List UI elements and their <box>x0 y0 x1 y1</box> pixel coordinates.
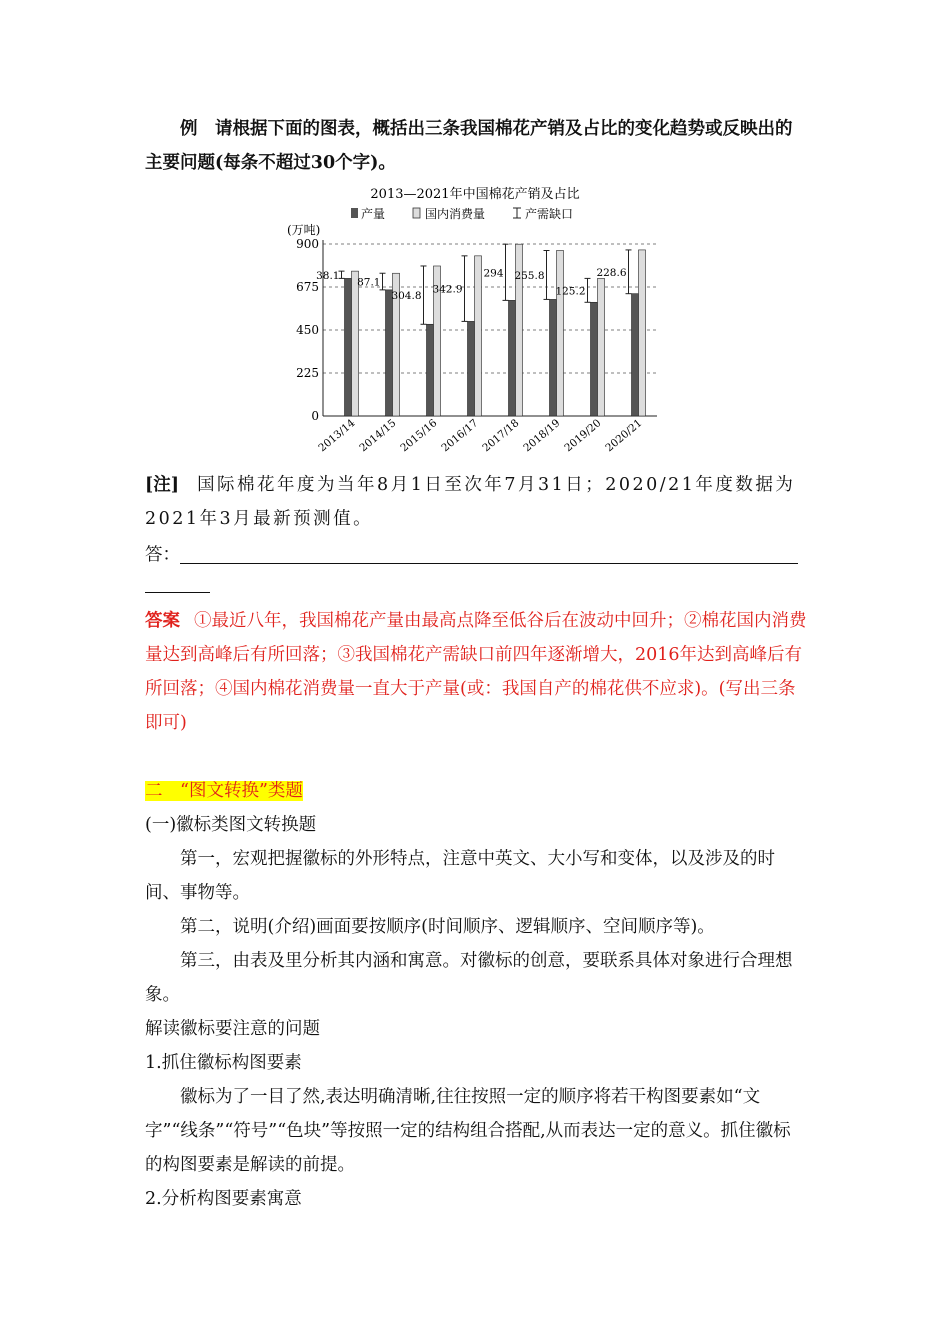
answer-label: 答案 <box>145 611 180 631</box>
y-tick-label: 0 <box>311 409 319 423</box>
question-block <box>145 112 807 180</box>
note-paragraph <box>145 468 807 536</box>
bar-production <box>468 321 475 416</box>
x-tick-label: 2019/20 <box>562 417 604 455</box>
bar-production <box>427 324 434 416</box>
answer-line <box>145 538 807 572</box>
y-tick-label: 450 <box>296 323 319 337</box>
legend-gap-label: 产需缺口 <box>525 207 574 221</box>
gap-value-label: 125.2 <box>555 285 586 298</box>
x-tick-label: 2014/15 <box>357 417 399 455</box>
bar-production <box>591 302 598 416</box>
gap-value-label: 304.8 <box>391 290 422 303</box>
gap-value-label: 255.8 <box>514 269 545 282</box>
y-tick-label: 675 <box>296 280 319 294</box>
legend-production-swatch <box>351 208 358 218</box>
bar-consumption <box>557 250 564 416</box>
paragraph-2: 第二，说明(介绍)画面要按顺序(时间顺序、逻辑顺序、空间顺序等)。 <box>180 917 715 937</box>
x-tick-label: 2017/18 <box>480 417 522 455</box>
gap-value-label: 38.1 <box>316 269 340 282</box>
paragraph-4: 徽标为了一目了然,表达明确清晰,往往按照一定的顺序将若干构图要素如“文字”“线条”“符号”“色块”等按照一定的结构组合搭配,从而表达一定的意义。抓住徽标的构图要素是解读的前提。 <box>145 1087 791 1175</box>
answer-paragraph <box>145 604 807 740</box>
answer-blank-continued[interactable] <box>145 592 210 593</box>
bar-production <box>550 299 557 416</box>
legend <box>351 206 573 221</box>
gap-value-label: 342.9 <box>432 283 463 296</box>
question-paragraph <box>145 112 807 180</box>
legend-production-label: 产量 <box>361 207 386 221</box>
heading-issues: 解读徽标要注意的问题 <box>145 1019 320 1039</box>
heading-point-2: 2.分析构图要素寓意 <box>145 1189 302 1209</box>
chart-svg <box>285 178 665 458</box>
x-tick-label: 2016/17 <box>439 417 481 455</box>
note-mark: [注] <box>145 475 180 495</box>
bar-consumption <box>598 278 605 416</box>
subsection-title: (一)徽标类图文转换题 <box>145 815 317 835</box>
chart <box>285 178 665 458</box>
x-tick-label: 2020/21 <box>603 417 645 455</box>
answer-block <box>145 604 807 740</box>
section-body <box>145 808 807 1216</box>
legend-consumption-swatch <box>413 208 420 218</box>
legend-consumption-label: 国内消费量 <box>425 207 486 221</box>
x-tick-label: 2015/16 <box>398 417 440 455</box>
paragraph-3: 第三，由表及里分析其内涵和寓意。对徽标的创意，要联系具体对象进行合理想象。 <box>145 951 793 1005</box>
bar-production <box>345 278 352 416</box>
question-text: 请根据下面的图表，概括出三条我国棉花产销及占比的变化趋势或反映出的主要问题(每条不超过30个字)。 <box>145 119 793 173</box>
question-label: 例 <box>180 119 198 139</box>
section-heading-block <box>145 774 807 808</box>
bar-production <box>632 294 639 416</box>
plot-area <box>296 237 657 454</box>
y-axis-unit: (万吨) <box>287 223 321 237</box>
gap-value-label: 87.1 <box>357 276 381 289</box>
chart-title: 2013—2021年中国棉花产销及占比 <box>370 187 580 202</box>
answer-prompt: 答： <box>145 545 180 565</box>
bar-production <box>509 300 516 416</box>
y-tick-label: 900 <box>296 237 319 251</box>
gap-value-label: 228.6 <box>596 266 627 279</box>
gap-value-label: 294 <box>483 267 504 280</box>
bar-consumption <box>475 256 482 416</box>
heading-point-1: 1.抓住徽标构图要素 <box>145 1053 302 1073</box>
note-block <box>145 468 807 536</box>
y-tick-label: 225 <box>296 366 319 380</box>
bar-production <box>386 290 393 416</box>
bar-consumption <box>352 271 359 416</box>
bar-consumption <box>639 250 646 416</box>
section-heading: 二 “图文转换”类题 <box>145 781 303 801</box>
answer-text: ①最近八年，我国棉花产量由最高点降至低谷后在波动中回升；②棉花国内消费量达到高峰后有所回落；③我国棉花产需缺口前四年逐渐增大，2016年达到高峰后有所回落；④国内棉花消费量一直大于产量(或：我国自产的棉花供不应求)。(写出三条即可) <box>145 611 807 733</box>
x-tick-label: 2013/14 <box>316 417 358 455</box>
note-text: 国际棉花年度为当年8月1日至次年7月31日；2020/21年度数据为2021年3月最新预测值。 <box>145 475 796 529</box>
legend-gap-icon <box>513 208 521 218</box>
x-tick-label: 2018/19 <box>521 417 563 455</box>
answer-blank[interactable] <box>180 541 798 564</box>
paragraph-1: 第一，宏观把握徽标的外形特点，注意中英文、大小写和变体，以及涉及的时间、事物等。 <box>145 849 775 903</box>
